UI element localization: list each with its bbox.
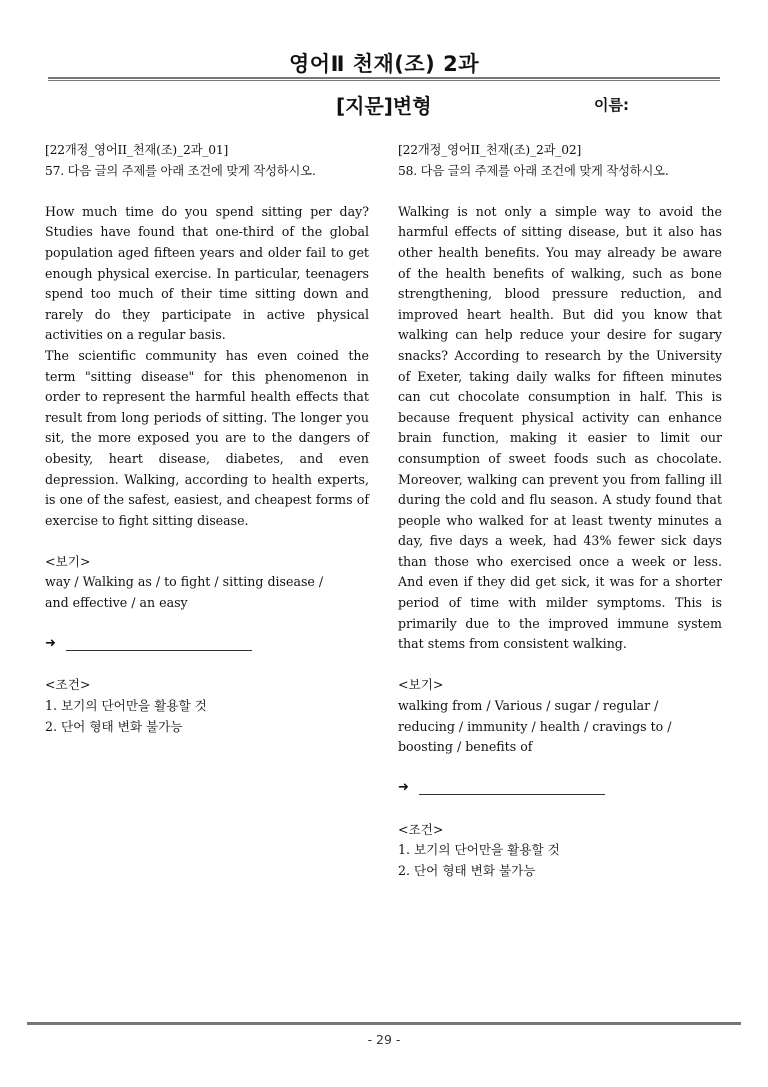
word-box-line: walking from / Various / sugar / regular /	[398, 698, 659, 714]
condition-item: 1. 보기의 단어만을 활용할 것	[45, 698, 207, 714]
question-id: [22개정_영어II_천재(조)_2과_02]	[398, 143, 582, 157]
word-box-line: way / Walking as / to fight / sitting disease /	[45, 574, 324, 590]
conditions-label: <조건>	[45, 677, 91, 693]
passage-paragraph: Walking is not only a simple way to avoid the harmful effects of sitting disease, but it also has other health benefits. You may already be aware of the health benefits of walking, such as bone strengthening, blood pressure reduction, and improved heart health. But did you know that walking can help reduce your desire for sugary snacks? According to research by the University of Exeter, taking daily walks for fifteen minutes can cut chocolate consumption in half. This is because frequent physical activity can enhance brain function, making it easier to limit our consumption of sweet foods such as chocolate. Moreover, walking can prevent you from falling ill during the cold and flu season. A study found that people who walked for at least twenty minutes a day, five days a week, had 43% fewer sick days than those who exercised once a week or less. And even if they did get sick, it was for a shorter period of time with milder symptoms. This is primarily due to the improved immune system that stems from consistent walking.	[398, 203, 722, 652]
condition-item: 1. 보기의 단어만을 활용할 것	[398, 842, 560, 858]
arrow-icon: ➜	[45, 636, 56, 652]
word-box-label: <보기>	[45, 553, 91, 569]
condition-item: 2. 단어 형태 변화 불가능	[45, 718, 183, 734]
word-box-line: reducing / immunity / health / cravings to /	[398, 718, 672, 734]
word-box-line: and effective / an easy	[45, 595, 188, 611]
page-number: - 29 -	[367, 1032, 401, 1047]
word-box-label: <보기>	[398, 677, 444, 693]
answer-underline[interactable]	[66, 638, 252, 651]
passage	[45, 202, 369, 532]
conditions-label: <조건>	[398, 821, 444, 837]
answer-blank[interactable]	[45, 634, 369, 655]
question-58	[398, 140, 722, 881]
question-id: [22개정_영어II_천재(조)_2과_01]	[45, 143, 229, 157]
footer-divider	[27, 1022, 741, 1025]
name-label: 이름:	[594, 96, 629, 114]
passage	[398, 202, 722, 655]
header-divider	[48, 77, 720, 81]
question-prompt: 57. 다음 글의 주제를 아래 조건에 맞게 작성하시오.	[45, 163, 316, 178]
arrow-icon: ➜	[398, 780, 409, 796]
page-title: 영어Ⅱ 천재(조) 2과	[289, 52, 479, 76]
word-box-line: boosting / benefits of	[398, 739, 533, 755]
question-prompt: 58. 다음 글의 주제를 아래 조건에 맞게 작성하시오.	[398, 163, 669, 178]
condition-item: 2. 단어 형태 변화 불가능	[398, 862, 536, 878]
answer-blank[interactable]	[398, 778, 722, 799]
passage-paragraph: How much time do you spend sitting per day? Studies have found that one-third of the global population aged fifteen years and older fail to get enough physical exercise. In particular, teenagers spend too much of their time sitting down and rarely do they participate in active physical activities on a regular basis.	[45, 203, 369, 343]
passage-paragraph: The scientific community has even coined the term "sitting disease" for this phenomenon in order to represent the harmful health effects that result from long periods of sitting. The longer you sit, the more exposed you are to the dangers of obesity, heart disease, diabetes, and even depression. Walking, according to health experts, is one of the safest, easiest, and cheapest forms of exercise to fight sitting disease.	[45, 347, 369, 528]
answer-underline[interactable]	[419, 782, 605, 795]
section-subtitle: [지문]변형	[336, 94, 432, 118]
question-57	[45, 140, 369, 737]
